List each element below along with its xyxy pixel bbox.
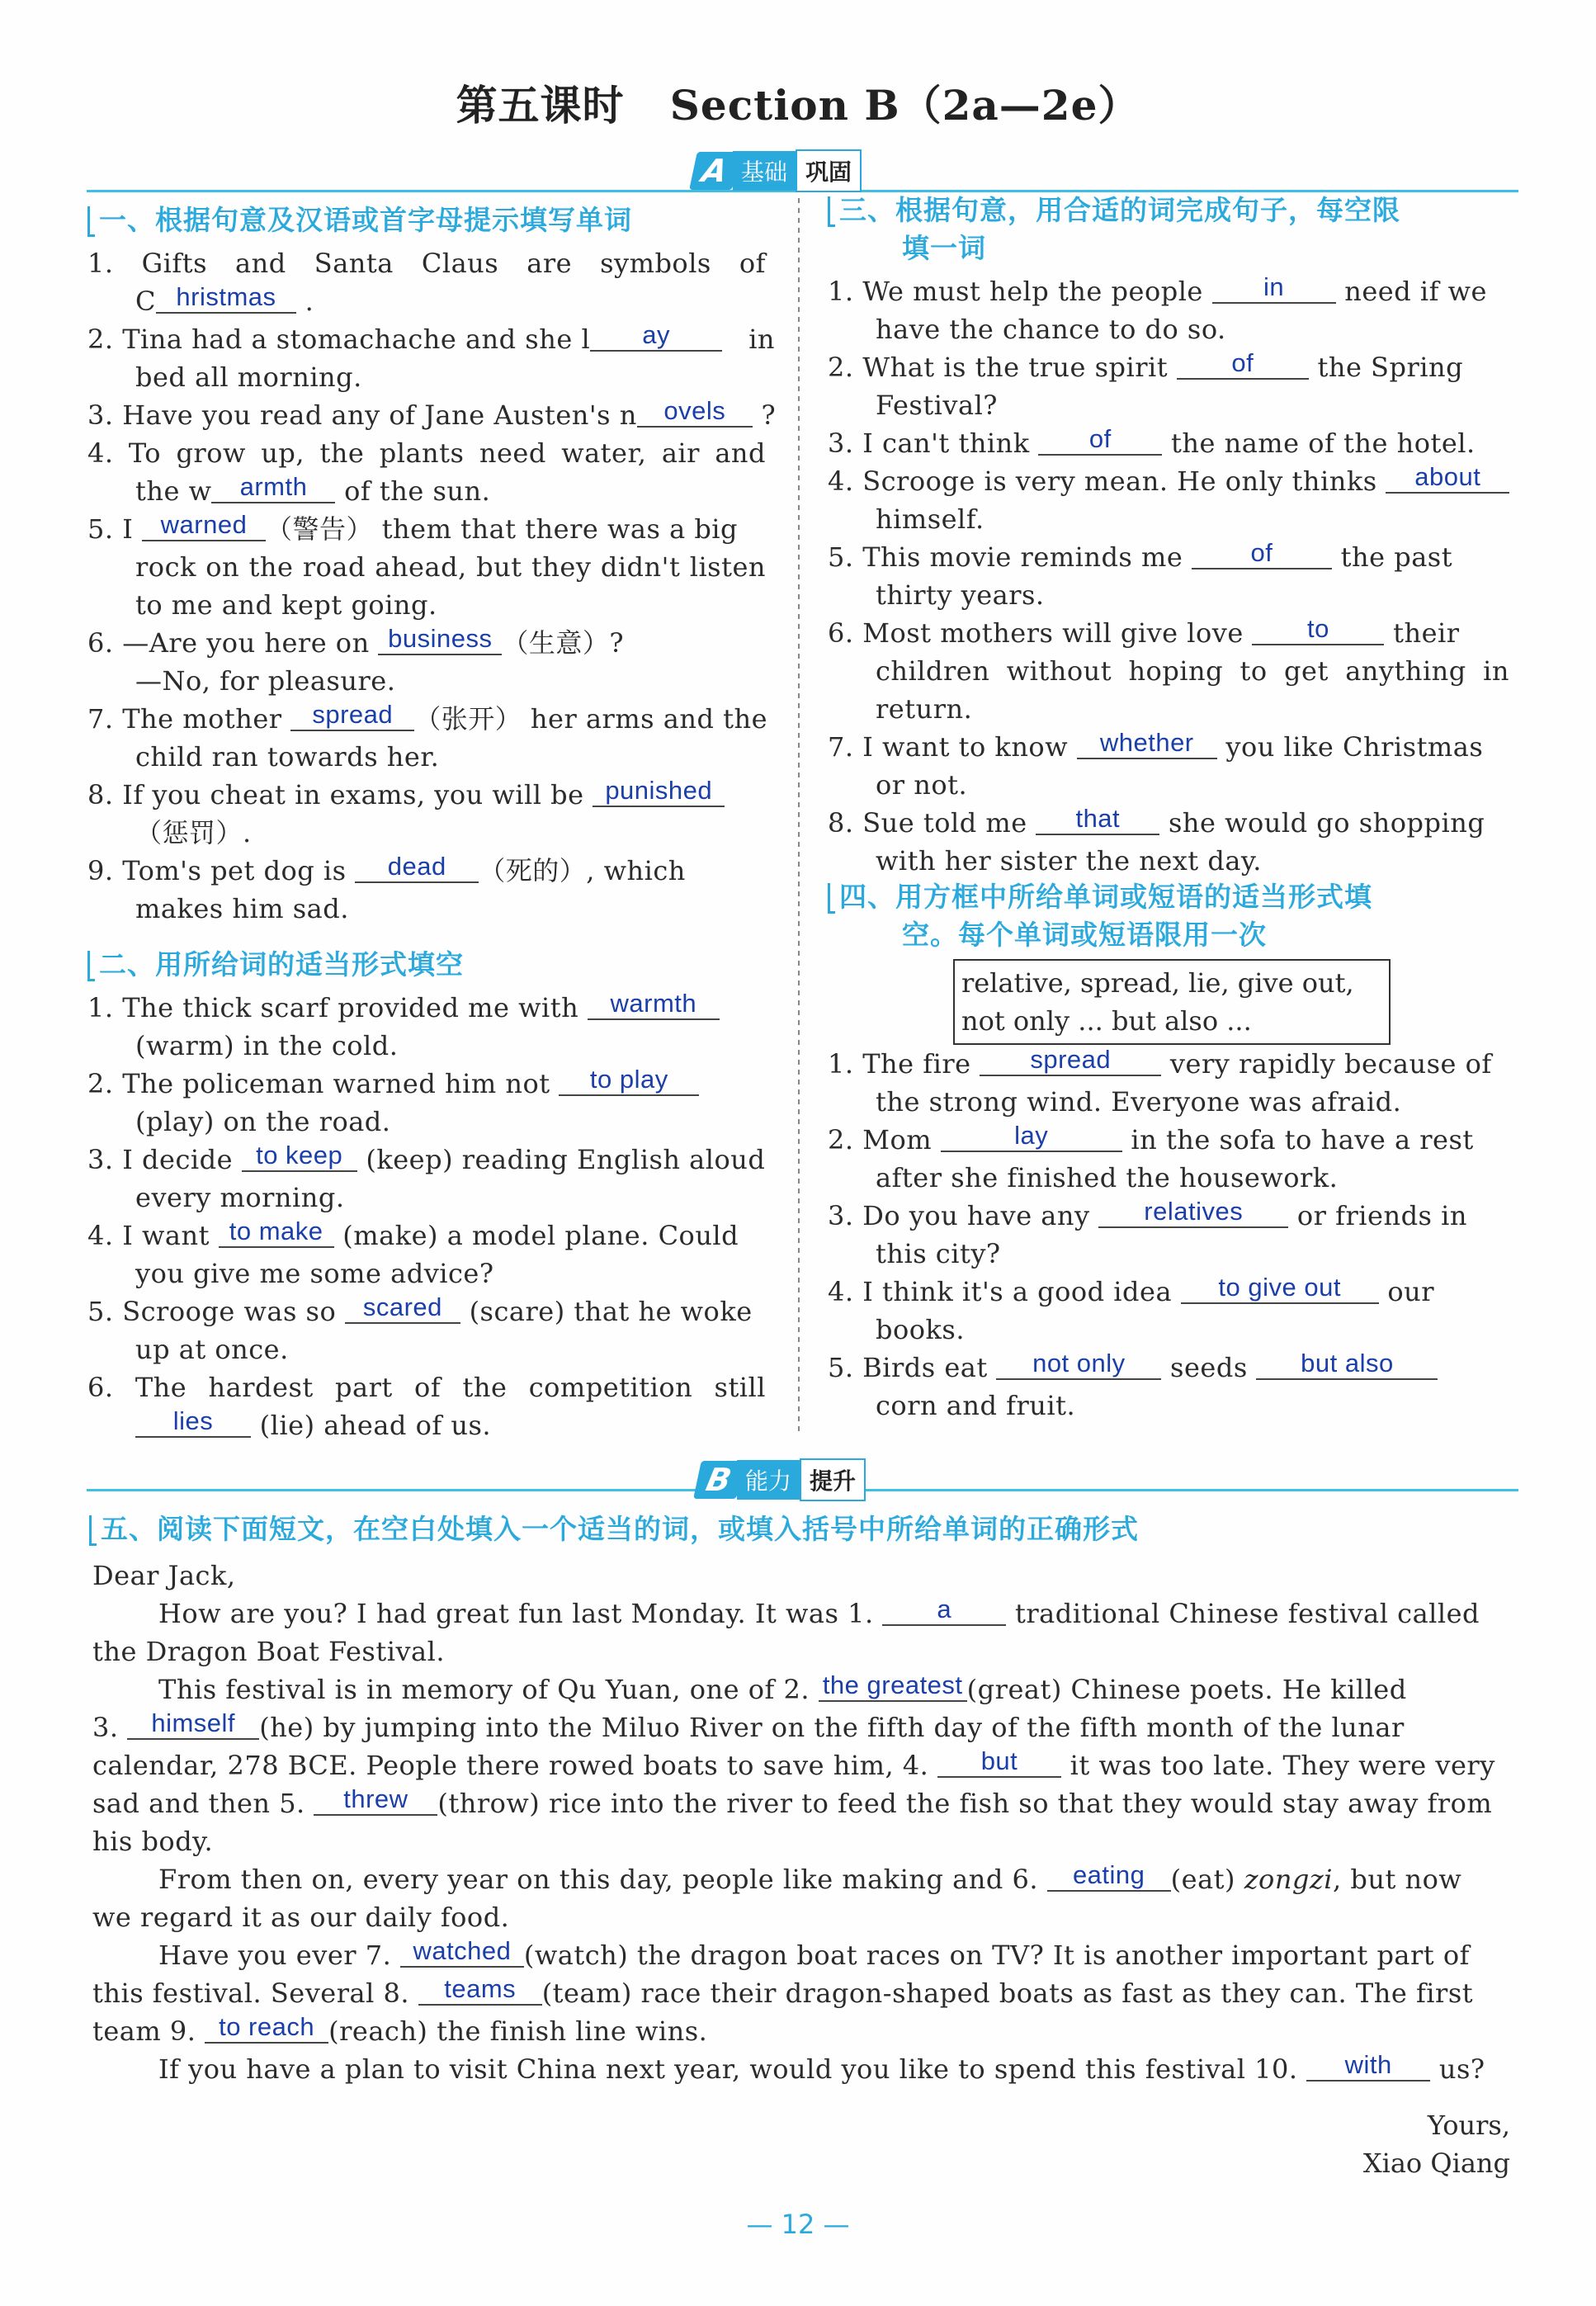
section2-title: 二、用所给词的适当形式填空 xyxy=(99,946,464,984)
page-title: 第五课时 Section B（2a—2e） xyxy=(456,81,1140,130)
badge-a: A 基础 巩固 xyxy=(693,152,862,190)
page-number: — 12 — xyxy=(746,2209,850,2240)
section3-body: 1. We must help the people in need if we have the chance to do so. 2. What is the true spirit of the Spring Festival? 3. I can't think of the name of the hotel. 4. Scrooge is very mean. He only thinks about himself. 5. This movie reminds me of the past thirty years. 6. Most mothers will give love to their children without hoping to get anything in return. 7. I want to know whether you like Christmas or not. 8. Sue told me that she would go shopping with her sister the next day. xyxy=(828,272,1509,877)
section5-title: 五、阅读下面短文，在空白处填入一个适当的词，或填入括号中所给单词的正确形式 xyxy=(101,1510,1139,1548)
badge-b: B 能力 提升 xyxy=(697,1461,866,1499)
passage: Dear Jack, How are you? I had great fun last Monday. It was 1. a traditional Chinese festival called the Dragon Boat Festival. This festival is in memory of Qu Yuan, one of 2. the greatest (great) Chinese poets. He killed 3. himself (he) by jumping into the Miluo River on the fifth day of the fifth month of the lunar calendar, 278 BCE. People there rowed boats to save him, 4. but it was too late. They were very sad and then 5. threw (throw) rice into the river to feed the fish so that they would stay away from his body. From then on, every year on this day, people like making and 6. eating (eat) zongzi, but now we regard it as our daily food. Have you ever 7. watched (watch) the dragon boat races on TV? It is another important part of this festival. Several 8. teams (team) race their dragon-shaped boats as fast as they can. The first team 9. to reach (reach) the finish line wins. If you have a plan to visit China next year, would you like to spend this festival 10. with us? xyxy=(92,1560,1495,2085)
section1-body: 1. Gifts and Santa Claus are symbols of C hristmas . 2. Tina had a stomachache and she l ay in bed all morning. 3. Have you read any of Jane Austen's n ovels ? 4. To grow up, the plants need water, air and the w armth of the sun. 5. I warned （警告） them that there was a big rock on the road ahead, but they didn't listen to me and kept going. 6. —Are you here on business （生意）? —No, for pleasure. 7. The mother spread （张开） her arms and the child ran towards her. 8. If you cheat in exams, you will be punished （惩罚）. 9. Tom's pet dog is dead （死的）, which makes him sad. xyxy=(87,248,777,924)
section4-title: 四、用方框中所给单词或短语的适当形式填 空。每个单词或短语限用一次 xyxy=(839,878,1372,954)
word-box: relative, spread, lie, give out, not only ... but also ... xyxy=(953,959,1391,1045)
column-divider xyxy=(798,198,800,1436)
section3-title: 三、根据句意，用合适的词完成句子，每空限 填一词 xyxy=(839,191,1400,267)
section2-body: 1. The thick scarf provided me with warmth (warm) in the cold. 2. The policeman warned him not to play (play) on the road. 3. I decide to keep (keep) reading English aloud every morning. 4. I want to make (make) a model plane. Could you give me some advice? 5. Scrooge was so scared (scare) that he woke up at once. 6. The hardest part of the competition still lies (lie) ahead of us. xyxy=(87,989,766,1441)
section4-body: 1. The fire spread very rapidly because of the strong wind. Everyone was afraid. 2. Mom lay in the sofa to have a rest after she finished the housework. 3. Do you have any relatives or friends in this city? 4. I think it's a good idea to give out our books. 5. Birds eat not only seeds but also corn and fruit. xyxy=(828,1045,1492,1421)
closing: Yours, Xiao Qiang xyxy=(1362,2110,1510,2179)
section1-title: 一、根据句意及汉语或首字母提示填写单词 xyxy=(99,201,632,239)
